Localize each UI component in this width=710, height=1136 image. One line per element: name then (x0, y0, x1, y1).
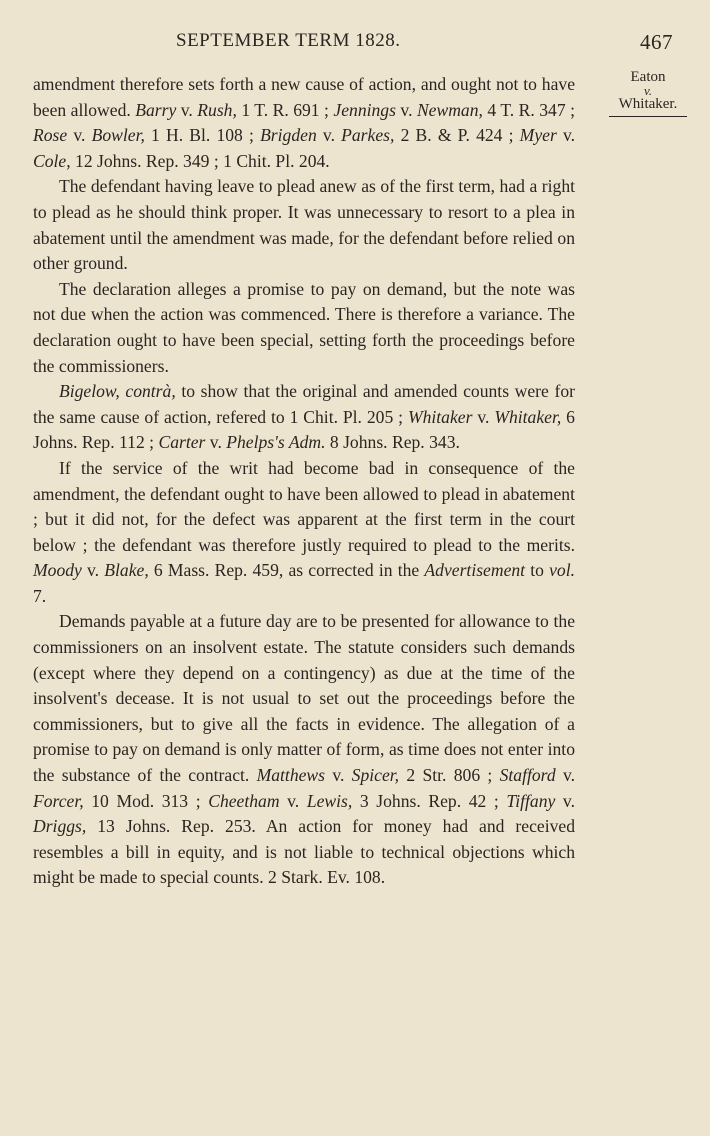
italic-run: Bowler, (91, 125, 145, 146)
italic-run: Parkes, (341, 125, 395, 146)
italic-run: Bigelow, contrà, (59, 381, 176, 402)
italic-run: Newman, (416, 99, 483, 120)
text-run: 10 Mod. 313 ; (83, 790, 209, 811)
italic-run: Cole, (33, 150, 71, 171)
text-run: v. (316, 125, 342, 146)
italic-run: Advertisement (424, 560, 526, 581)
italic-run: Brigden (260, 125, 317, 146)
margin-case-name (592, 70, 704, 117)
text-run: 13 Johns. Rep. 253. An action for money had and received resembles a bill in equity, and is not liable to technical objections which might be made to special counts. 2 Stark. Ev. 108. (33, 816, 575, 888)
italic-run: Rush, (197, 99, 237, 120)
text-run: 4 T. R. 347 ; (482, 99, 575, 120)
text-run: v. (81, 560, 105, 581)
italic-run: Whitaker, (494, 406, 562, 427)
italic-run: Tiffany (506, 790, 556, 811)
margin-rule (609, 116, 687, 117)
italic-run: Barry (135, 99, 177, 120)
italic-run: Rose (33, 125, 68, 146)
paragraph (33, 72, 575, 174)
paragraph (33, 174, 575, 276)
italic-run: Myer (519, 125, 557, 146)
text-run: v. (555, 790, 575, 811)
margin-party-b: Whitaker. (618, 96, 678, 112)
italic-run: Forcer, (33, 790, 84, 811)
margin-versus: v. (643, 83, 653, 98)
text-run: v. (395, 99, 417, 120)
italic-run: Carter (158, 432, 206, 453)
text-run: to (525, 560, 550, 581)
italic-run: Jennings (333, 99, 396, 120)
paragraph (33, 277, 575, 379)
text-run: v. (279, 790, 307, 811)
text-run: 6 Mass. Rep. 459, as corrected in the (148, 560, 425, 581)
italic-run: Moody (33, 560, 82, 581)
italic-run: Spicer, (351, 765, 400, 786)
text-run: 3 Johns. Rep. 42 ; (352, 790, 507, 811)
italic-run: Blake, (104, 560, 149, 581)
text-run: v. (556, 125, 576, 146)
text-run: v. (472, 406, 495, 427)
body-text (33, 72, 575, 891)
text-run: 6 Johns. Rep. 112 ; (33, 406, 575, 453)
text-run: v. (325, 765, 352, 786)
page-header (0, 30, 710, 58)
text-run: 1 H. Bl. 108 ; (144, 125, 261, 146)
italic-run: Stafford (499, 765, 556, 786)
margin-party-a: Eaton (630, 69, 666, 85)
italic-run: Cheetham (208, 790, 280, 811)
running-title: SEPTEMBER TERM 1828. (176, 30, 401, 51)
text-run: v. (205, 432, 227, 453)
italic-run: Whitaker (407, 406, 473, 427)
text-run: 1 T. R. 691 ; (236, 99, 334, 120)
text-run: If the service of the writ had become bad in consequence of the amendment, the defendant ought to have been allowed to plead in abatement ; but it did not, for the defect was apparent at the first term in the court below ; the defendant was therefore justly required to plead to the merits. (33, 457, 575, 555)
text-run: 8 Johns. Rep. 343. (325, 432, 460, 453)
page-number: 467 (640, 30, 673, 54)
text-run: v. (67, 125, 92, 146)
italic-run: Phelps's Adm. (226, 432, 326, 453)
text-run: v. (555, 765, 576, 786)
paragraph (33, 379, 575, 456)
text-run: The declaration alleges a promise to pay on demand, but the note was not due when the action was commenced. There is therefore a variance. The declaration ought to have been special, setting forth the proceedings before the commissioners. (33, 278, 575, 376)
text-run: to show that the original and amended counts were for the same cause of action, refered to 1 Chit. Pl. 205 ; (33, 381, 575, 427)
text-run: 2 B. & P. 424 ; (394, 125, 520, 146)
text-run: Demands payable at a future day are to be presented for allowance to the commissioners on an insolvent estate. The statute considers such demands (except where they depend on a contingency) as due at the time of the insolvent's decease. It is not usual to set out the proceedings before the commissioners, but to give all the facts in evidence. The allegation of a promise to pay on demand is only matter of form, as time does not enter into the substance of the contract. (33, 611, 575, 786)
italic-run: Matthews (256, 765, 326, 786)
text-run: 7. (33, 585, 47, 606)
italic-run: vol. (549, 560, 575, 581)
text-run: amendment therefore sets forth a new cause of action, and ought not to have been allowed. (33, 74, 575, 120)
text-run: The defendant having leave to plead anew as of the first term, had a right to plead as he should think proper. It was unnecessary to resort to a plea in abatement until the amendment was made, for the defendant before relied on other ground. (33, 176, 575, 274)
paragraph (33, 609, 575, 891)
text-run: 2 Str. 806 ; (399, 765, 500, 786)
text-run: v. (176, 99, 198, 120)
paragraph (33, 456, 575, 610)
italic-run: Lewis, (306, 790, 353, 811)
text-run: 12 Johns. Rep. 349 ; 1 Chit. Pl. 204. (70, 150, 330, 171)
italic-run: Driggs, (33, 816, 87, 837)
